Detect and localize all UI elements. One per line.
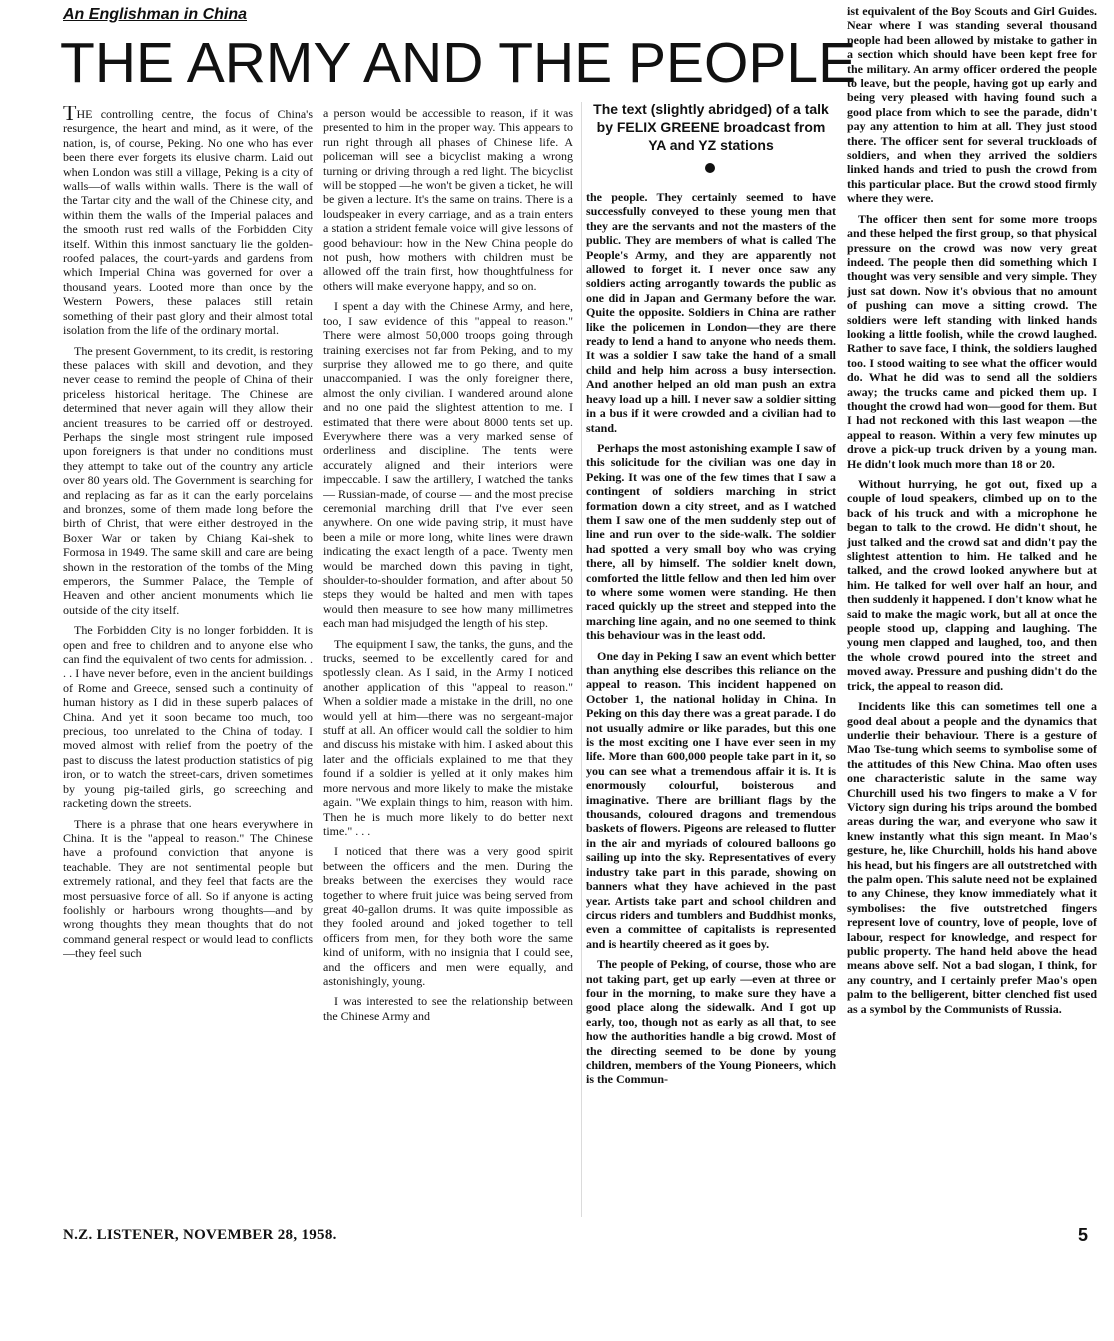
article-column-1 [63,106,313,1211]
paragraph: There is a phrase that one hears everywhere in China. It is the "appeal to reason." The Chinese have a profound conviction that anyone is teachable. They are not sentimental people but extremely rational, and they feel that facts are the most persuasive force of all. So if anyone is acting foolishly or harbours wrong thoughts—and by wrong thoughts they mean thoughts that do not command general respect or would lead to conflicts—they feel such [63,816,313,961]
paragraph [63,106,313,338]
page-number: 5 [1078,1225,1089,1245]
section-kicker: An Englishman in China [63,6,248,23]
paragraph: I spent a day with the Chinese Army, and here, too, I saw evidence of this "appeal to reason." There were almost 50,000 troops going through training exercises not far from Peking, and to my surprise they allowed me to go there, and quite unaccompanied. I was the only foreigner there, almost the only civilian. I wandered around alone and no one paid the slightest attention to me. I estimated that there were about 8000 tents set up. Everywhere there was a very marked sense of orderliness and discipline. The tents were accurately aligned and their interiors were impeccable. I saw the artillery, I watched the tanks — Russian-made, of course — and the most precise ceremonial marching drill that I've ever seen anywhere. On one wide paving strip, it must have been a mile or more long, white lines were drawn indicating the exact length of a pace. Twenty men would be marched down this paving in tight, shoulder-to-shoulder formation, and after about 50 steps they would be halted and men with tapes would then measure to see how many millimetres each man had misjudged the length of his step. [323,299,573,631]
paragraph: Incidents like this can sometimes tell one a good deal about a people and the dynamics that underlie their behaviour. There is a gesture of Mao Tse-tung which seems to symbolise some of the attitudes of this New China. Mao often uses one characteristic salute in the same way Churchill used his two fingers to make a V for Victory sign during his trips around the bombed areas during the war, and everyone who saw it knew instantly what this sign meant. In Mao's gesture, he, like Churchill, holds his hand above his head, but his fingers are all outstretched with the palm open. This salute need not be explained to any Chinese, they know immediately what it symbolises: the five outstretched fingers represent love of country, love of people, love of labour, respect for knowledge, and respect for public property. The hand held above the head means above self. Not a bad slogan, I think, for any country, and I certainly prefer Mao's open palm to the belligerent, bitter clenched fist used as a symbol by the Communists of Russia. [847,699,1097,1016]
paragraph: One day in Peking I saw an event which better than anything else describes this reliance on the appeal to reason. This incident happened on October 1, the national holiday in China. In Peking on this day there was a great parade. I do not usually admire or like parades, but this one is the most exciting one I have ever seen in my life. More than 600,000 people take part in it, so you can see what a tremendous affair it is. It is enormously colourful, boisterous and imaginative. There are brilliant flags by the thousands, coloured dragons and tremendous baskets of flowers. Pigeons are released to flutter in the air and myriads of coloured balloons go sailing up into the sky. Representatives of every industry take part in this parade, showing on banners what they have achieved in the past year. Artists take part and school children and circus riders and tumblers and Buddhist monks, even a committee of capitalists is represented and is heartily cheered as it goes by. [586,648,836,951]
paragraph: Without hurrying, he got out, fixed up a couple of loud speakers, climbed up on to the back of his truck and with a microphone he began to talk to the crowd. He didn't shout, he just talked and the crowd sat and didn't pay the slightest attention to him. He talked and he talked, and the crowd looked anywhere but at him. He talked for well over half an hour, and then suddenly it happened. I don't know what he said to make the magic work, but all at once the people stood up, clapping and laughing. The young men clapped and laughed, too, and then the whole crowd poured into the street and moved away. Pressure and pushing didn't do the trick, the appeal to reason did. [847,477,1097,693]
standfirst: The text (slightly abridged) of a talk by FELIX GREENE broadcast from YA and YZ stations [593,101,829,153]
paragraph: the people. They certainly seemed to have successfully conveyed to these young men that they are the servants and not the masters of the public. They are members of what is called The People's Army, and they are apparently not allowed to forget it. I never once saw any soldiers acting arrogantly towards the public as one did in Japan and Germany before the war. Quite the opposite. Soldiers in China are rather like the policemen in London—they are there ready to lend a hand to anyone who needs them. It was a soldier I saw take the hand of a small child and help him across a busy intersection. And another helped an old man push an extra heavy load up a hill. I never saw a soldier sitting in a bus if it were crowded and a civilian had to stand. [586,190,836,435]
paragraph: Perhaps the most astonishing example I saw of this solicitude for the civilian was one day in Peking. It was one of the few times that I saw a contingent of soldiers marching in strict formation down a city street, and as I watched them I saw one of the men suddenly step out of line and run over to the side-walk. The soldier had spotted a very small boy who was crying there, all by himself. The soldier knelt down, comforted the little fellow and then led him over to where some women were standing. He then raced quickly up the street and stepped into the marching line again, and no one seemed to think this behaviour was in the least odd. [586,440,836,643]
paragraph: I noticed that there was a very good spirit between the officers and the men. During the breaks between the exercises they would race together to where fruit juice was being served from great 40-gallon drums. It was quite impossible as they fooled around and joked together to tell officers from men, for they both wore the same kind of uniform, with no insignia that I could see, and the officers and men were equally, and astonishingly, young. [323,844,573,988]
headline: THE ARMY AND THE PEOPLE [60,31,857,95]
article-column-2 [323,106,573,1211]
paragraph: ist equivalent of the Boy Scouts and Girl Guides. Near where I was standing several thousand people had been allowed by mistake to gather in a section which should have been kept free for the military. An army officer ordered the people to leave, but the people, having got up early and being very pleased with having found such a good place from which to see the parade, didn't pay any attention to him at all. They just stood there. The officer sent for several truckloads of soldiers, and when they arrived the soldiers linked hands and tried to push the crowd from this particular place. But the crowd stood firmly where they were. [847,4,1097,206]
paragraph: a person would be accessible to reason, if it was presented to him in the proper way. This appears to run right through all phases of Chinese life. A policeman will see a bicyclist making a wrong turning or driving through a red light. The bicyclist will be stopped —he won't be given a ticket, he will be given a lecture. It's the same on trains. There is a loudspeaker in every carriage, and as a train enters a station a strident female voice will give lessons of good behaviour: how in the New China people do not push, how mothers with children must be allowed off the train first, how thoughtfulness for others will make everyone happy, and so on. [323,106,573,293]
bullet-dot [705,163,715,173]
publication-footer: N.Z. LISTENER, NOVEMBER 28, 1958. [63,1227,337,1243]
paragraph: The people of Peking, of course, those who are not taking part, get up early —even at three or four in the morning, to make sure they have a good place along the sidewalk. And I got up early, too, though not as early as all that, to see how the authorities handle a big crowd. Most of the directing seemed to be done by young children, members of the Young Pioneers, which is the Commun- [586,957,836,1087]
article-column-4 [847,4,1097,1219]
paragraph: The present Government, to its credit, is restoring these palaces with skill and devotion, and they never cease to remind the people of China of their priceless historical heritage. The Chinese are determined that never again will they allow their ancient treasures to be carried off or destroyed. Perhaps the single most stringent rule imposed upon foreigners is that under no conditions must they attempt to take out of the country any article over 80 years old. The Government is searching for and replacing as far as it can the early porcelains and bronzes, some of them made long before the birth of Christ, that were either destroyed in the Boxer War or taken by Chiang Kai-shek to Formosa in 1949. The same skill and care are being shown in the restoration of the tombs of the Ming emperors, the Summer Palace, the Temple of Heaven and other ancient monuments which lie outside of the city itself. [63,343,313,617]
drop-cap: T [63,106,77,125]
paragraph-text: HE controlling centre, the focus of China's resurgence, the heart and mind, as it were, of the nation, is, of course, Peking. No one who has ever been there ever forgets its elusive charm. Laid out when London was still a village, Peking is a city of walls—of walls within walls. There is the wall of the Tartar city and the wall of the Chinese city, and within them the walls of the Imperial palaces and the smooth rust red walls of the Forbidden City itself. Within this inmost sanctuary lie the golden-roofed palaces, the court-yards and gardens from which Imperial China was governed for over a thousand years. Looted more than once by the Western Powers, these palaces still retain something of their past glory and their almost total isolation from the life of the ordinary mortal. [63,107,313,338]
paragraph: The equipment I saw, the tanks, the guns, and the trucks, seemed to be excellently cared for and spotlessly clean. As I said, in the Army I noticed another application of this "appeal to reason." When a soldier made a mistake in the drill, no one would yell at him—there was no sergeant-major stuff at all. An officer would call the soldier to him and discuss his mistake with him. I asked about this later and the officials explained to me that they found if a soldier is yelled at it only makes him more nervous and more likely to make the mistake again. "We explain things to him, reason with him. Then he is much more likely to do better next time." . . . [323,636,573,838]
paragraph: The Forbidden City is no longer forbidden. It is open and free to children and to anyone else who can find the equivalent of two cents for admission. . . . I have never before, even in the ancient buildings of Rome and Greece, sensed such a continuity of human history as I did in these superb palaces of China. And yet it soon became too much, too precious, too unrelated to the China of today. I moved almost with relief from the poetry of the past to discuss the latest production statistics of pig iron, or to watch the street-cars, driven sometimes by young pig-tailed girls, go screeching and racketing down the streets. [63,623,313,811]
paragraph: The officer then sent for some more troops and these helped the first group, so that physical pressure on the crowd was now very great indeed. The people then did something which I thought was very sensible and very simple. They just sat down. Now it's obvious that no amount of pushing can move a sitting crowd. The soldiers were left standing with linked hands looking a little foolish, while the crowd laughed. Rather to save face, I think, the soldiers laughed too. I stood waiting to see what the officer would do. What he did was to send all the soldiers away; the trucks came and picked them up. I thought the crowd had won—good for them. But I had not reckoned with this last weapon —the appeal to reason. Within a very few minutes up drove a pick-up truck driven by a young man. He didn't look much more than 18 or 20. [847,211,1097,471]
article-column-3 [586,190,836,1220]
column-rule [581,102,582,1217]
paragraph: I was interested to see the relationship between the Chinese Army and [323,994,573,1023]
